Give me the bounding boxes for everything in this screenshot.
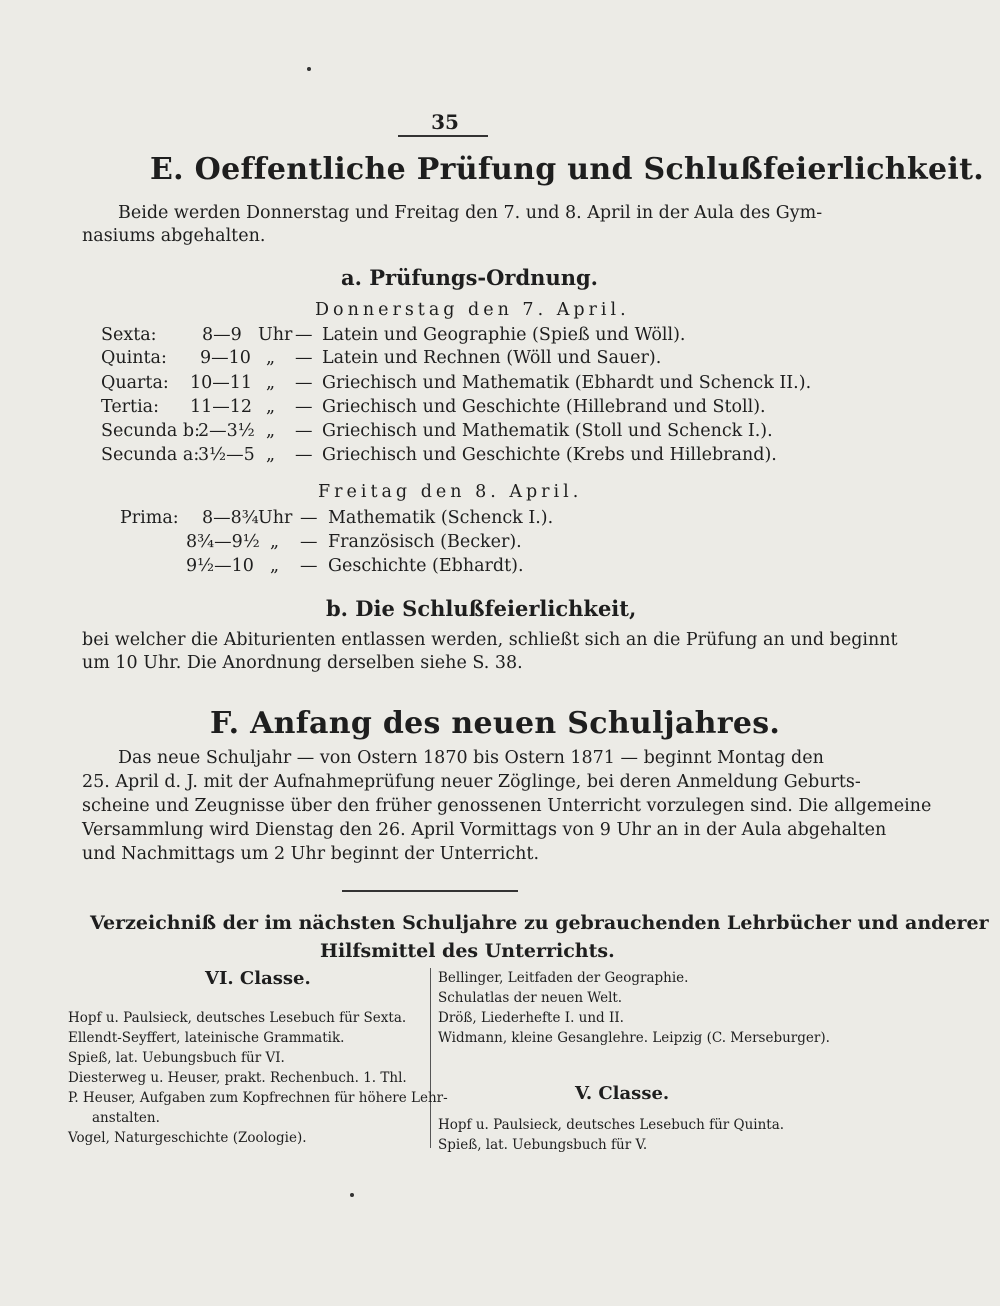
schedule-dash: — xyxy=(295,325,313,345)
schedule-subject: Griechisch und Mathematik (Ebhardt und Schenck II.). xyxy=(322,373,812,393)
schedule-unit: Uhr xyxy=(258,508,293,528)
sub-b-line-1: bei welcher die Abiturienten entlassen werden, schließt sich an die Prüfung an und beginnt xyxy=(82,630,898,650)
schedule-unit: „ xyxy=(266,373,276,393)
schedule-unit: „ xyxy=(270,532,280,552)
list-item: Schulatlas der neuen Welt. xyxy=(438,990,623,1006)
schedule-unit: „ xyxy=(270,556,280,576)
schedule-dash: — xyxy=(295,445,313,465)
schedule-subject: Latein und Rechnen (Wöll und Sauer). xyxy=(322,348,662,368)
page-number-rule xyxy=(398,135,488,137)
books-title-line-2: Hilfsmittel des Unterrichts. xyxy=(320,940,615,962)
schedule-subject: Französisch (Becker). xyxy=(328,532,522,552)
section-f-line-2: 25. April d. J. mit der Aufnahmeprüfung neuer Zöglinge, bei deren Anmeldung Geburts- xyxy=(82,772,861,792)
schedule-subject: Griechisch und Geschichte (Krebs und Hillebrand). xyxy=(322,445,777,465)
section-f-title: F. Anfang des neuen Schuljahres. xyxy=(210,706,781,741)
schedule-class: Secunda b: xyxy=(101,421,200,441)
schedule-unit: „ xyxy=(266,421,276,441)
schedule-unit: „ xyxy=(266,397,276,417)
vi-class-heading: VI. Classe. xyxy=(205,968,311,989)
print-speck xyxy=(350,1193,354,1197)
schedule-subject: Griechisch und Mathematik (Stoll und Schenck I.). xyxy=(322,421,773,441)
section-e-title: E. Oeffentliche Prüfung und Schlußfeierlichkeit. xyxy=(150,152,984,187)
list-item: anstalten. xyxy=(92,1110,160,1126)
schedule-time: 8¾—9½ xyxy=(186,532,260,552)
schedule-time: 8—8¾ xyxy=(202,508,259,528)
column-divider xyxy=(430,968,431,1148)
schedule-unit: „ xyxy=(266,348,276,368)
list-item: Widmann, kleine Gesanglehre. Leipzig (C. Merseburger). xyxy=(438,1030,830,1046)
schedule-dash: — xyxy=(295,397,313,417)
schedule-dash: — xyxy=(300,532,318,552)
schedule-time: 2—3½ xyxy=(198,421,255,441)
schedule-dash: — xyxy=(295,421,313,441)
schedule-time: 11—12 xyxy=(190,397,253,417)
list-item: Dröß, Liederhefte I. und II. xyxy=(438,1010,624,1026)
schedule-unit: „ xyxy=(266,445,276,465)
list-item: Hopf u. Paulsieck, deutsches Lesebuch für Quinta. xyxy=(438,1117,785,1133)
thursday-heading: Donnerstag den 7. April. xyxy=(315,300,630,320)
schedule-time: 9½—10 xyxy=(186,556,254,576)
list-item: Spieß, lat. Uebungsbuch für VI. xyxy=(68,1050,285,1066)
section-e-intro-line-2: nasiums abgehalten. xyxy=(82,226,266,246)
schedule-class: Quarta: xyxy=(101,373,169,393)
schedule-class: Quinta: xyxy=(101,348,167,368)
sub-b-line-2: um 10 Uhr. Die Anordnung derselben siehe S. 38. xyxy=(82,653,523,673)
list-item: Bellinger, Leitfaden der Geographie. xyxy=(438,970,689,986)
schedule-class: Secunda a: xyxy=(101,445,200,465)
section-e-intro-line-1: Beide werden Donnerstag und Freitag den 7. und 8. April in der Aula des Gym- xyxy=(118,203,823,223)
list-item: Spieß, lat. Uebungsbuch für V. xyxy=(438,1137,648,1153)
sub-b-title: b. Die Schlußfeierlichkeit, xyxy=(326,596,637,621)
schedule-subject: Latein und Geographie (Spieß und Wöll). xyxy=(322,325,686,345)
schedule-time: 8—9 xyxy=(202,325,242,345)
friday-heading: Freitag den 8. April. xyxy=(318,482,583,502)
schedule-subject: Geschichte (Ebhardt). xyxy=(328,556,524,576)
list-item: Ellendt-Seyffert, lateinische Grammatik. xyxy=(68,1030,345,1046)
list-item: Vogel, Naturgeschichte (Zoologie). xyxy=(68,1130,307,1146)
v-class-heading: V. Classe. xyxy=(575,1083,670,1104)
schedule-time: 10—11 xyxy=(190,373,253,393)
section-f-line-3: scheine und Zeugnisse über den früher genossenen Unterricht vorzulegen sind. Die allgemeine xyxy=(82,796,932,816)
schedule-subject: Mathematik (Schenck I.). xyxy=(328,508,554,528)
schedule-dash: — xyxy=(300,508,318,528)
list-item: Hopf u. Paulsieck, deutsches Lesebuch für Sexta. xyxy=(68,1010,407,1026)
section-f-line-4: Versammlung wird Dienstag den 26. April Vormittags von 9 Uhr an in der Aula abgehalten xyxy=(82,820,887,840)
page-number: 35 xyxy=(431,110,459,134)
schedule-time: 9—10 xyxy=(200,348,251,368)
schedule-time: 3½—5 xyxy=(198,445,255,465)
schedule-dash: — xyxy=(300,556,318,576)
section-f-line-5: und Nachmittags um 2 Uhr beginnt der Unterricht. xyxy=(82,844,540,864)
schedule-unit: Uhr xyxy=(258,325,293,345)
schedule-dash: — xyxy=(295,348,313,368)
section-f-line-1: Das neue Schuljahr — von Ostern 1870 bis Ostern 1871 — beginnt Montag den xyxy=(118,748,824,768)
list-item: Diesterweg u. Heuser, prakt. Rechenbuch. 1. Thl. xyxy=(68,1070,407,1086)
books-title-line-1: Verzeichniß der im nächsten Schuljahre zu gebrauchenden Lehrbücher und anderer xyxy=(90,912,989,934)
sub-a-title: a. Prüfungs-Ordnung. xyxy=(341,265,598,290)
section-divider xyxy=(342,890,518,892)
schedule-subject: Griechisch und Geschichte (Hillebrand und Stoll). xyxy=(322,397,766,417)
schedule-class: Prima: xyxy=(120,508,179,528)
schedule-class: Tertia: xyxy=(101,397,159,417)
schedule-dash: — xyxy=(295,373,313,393)
print-speck xyxy=(307,67,311,71)
list-item: P. Heuser, Aufgaben zum Kopfrechnen für höhere Lehr- xyxy=(68,1090,448,1106)
schedule-class: Sexta: xyxy=(101,325,157,345)
